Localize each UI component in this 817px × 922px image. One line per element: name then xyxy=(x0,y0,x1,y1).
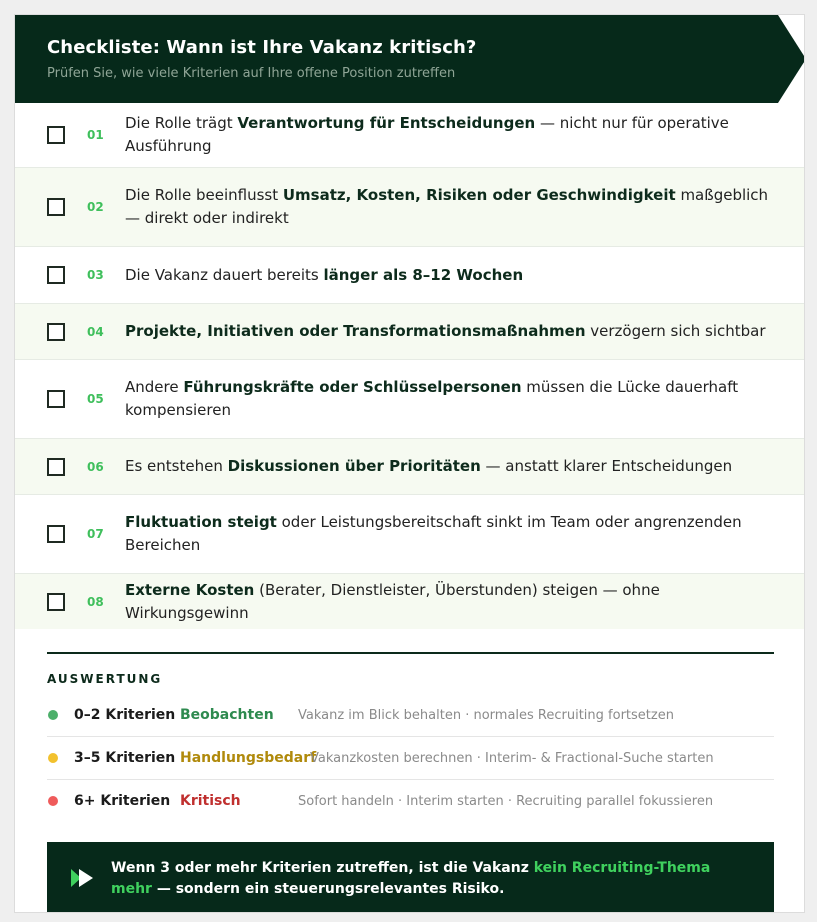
criterion-text: Die Rolle trägt Verantwortung für Entscheidungen — nicht nur für operative Ausführung xyxy=(125,114,729,155)
header-arrow-shape xyxy=(15,15,805,103)
criterion-text: Fluktuation steigt oder Leistungsbereitschaft sinkt im Team oder angrenzenden Bereichen xyxy=(125,513,742,554)
conclusion-banner xyxy=(47,842,774,913)
criterion-text: Projekte, Initiativen oder Transformationsmaßnahmen verzögern sich sichtbar xyxy=(125,322,766,340)
criterion-checkbox[interactable] xyxy=(47,458,65,476)
criterion-checkbox[interactable] xyxy=(47,126,65,144)
page-title: Checkliste: Wann ist Ihre Vakanz kritisch? xyxy=(47,37,477,58)
evaluation-section xyxy=(47,652,774,822)
criterion-row[interactable] xyxy=(15,304,805,360)
criterion-text: Die Rolle beeinflusst Umsatz, Kosten, Risiken oder Geschwindigkeit maßgeblich — direkt oder indirekt xyxy=(125,186,769,227)
criterion-row[interactable] xyxy=(15,439,805,495)
criterion-row[interactable] xyxy=(15,495,805,574)
evaluation-range: 6+ Kriterien xyxy=(74,793,171,809)
evaluation-status: Kritisch xyxy=(180,793,241,809)
criterion-checkbox[interactable] xyxy=(47,525,65,543)
evaluation-status: Beobachten xyxy=(180,707,274,723)
criterion-number: 05 xyxy=(87,392,104,406)
criterion-number: 03 xyxy=(87,268,104,282)
evaluation-range: 0–2 Kriterien xyxy=(74,707,176,723)
evaluation-status: Handlungsbedarf xyxy=(180,750,317,766)
criterion-row[interactable] xyxy=(15,247,805,304)
evaluation-row-observe xyxy=(47,694,774,737)
criterion-row[interactable] xyxy=(15,168,805,247)
criterion-text: Andere Führungskräfte oder Schlüsselpersonen müssen die Lücke dauerhaft kompensieren xyxy=(125,378,739,419)
criterion-text: Es entstehen Diskussionen über Prioritäten — anstatt klarer Entscheidungen xyxy=(125,457,733,475)
evaluation-title: AUSWERTUNG xyxy=(47,672,163,686)
criterion-number: 02 xyxy=(87,200,104,214)
evaluation-range: 3–5 Kriterien xyxy=(74,750,176,766)
criterion-checkbox[interactable] xyxy=(47,593,65,611)
criterion-number: 04 xyxy=(87,324,104,339)
conclusion-highlight: kein Recruiting-Thema mehr xyxy=(111,860,711,897)
evaluation-description: Vakanz im Blick behalten · normales Recruiting fortsetzen xyxy=(298,707,674,723)
criterion-row[interactable] xyxy=(15,103,805,168)
checklist-header xyxy=(15,15,805,103)
criterion-checkbox[interactable] xyxy=(47,390,65,408)
double-play-arrow-icon xyxy=(71,869,95,887)
status-dot-red-icon xyxy=(48,796,58,806)
conclusion-text: Wenn 3 oder mehr Kriterien zutreffen, ist die Vakanz kein Recruiting-Thema mehr — sondern ein steuerungsrelevantes Risiko. xyxy=(111,860,711,897)
criterion-number: 08 xyxy=(87,594,104,609)
evaluation-description: Sofort handeln · Interim starten · Recruiting parallel fokussieren xyxy=(298,793,714,809)
criterion-row[interactable] xyxy=(15,574,805,629)
checklist-card xyxy=(14,14,805,913)
status-dot-green-icon xyxy=(48,710,58,720)
status-dot-yellow-icon xyxy=(48,753,58,763)
evaluation-row-critical xyxy=(47,780,774,822)
evaluation-row-action xyxy=(47,737,774,780)
evaluation-description: Vakanzkosten berechnen · Interim- & Fractional-Suche starten xyxy=(310,750,714,766)
criterion-number: 07 xyxy=(87,527,104,541)
criterion-number: 01 xyxy=(87,128,104,142)
criterion-row[interactable] xyxy=(15,360,805,439)
page-subtitle: Prüfen Sie, wie viele Kriterien auf Ihre offene Position zutreffen xyxy=(47,66,456,81)
criterion-number: 06 xyxy=(87,459,104,474)
criterion-checkbox[interactable] xyxy=(47,266,65,284)
criterion-text: Externe Kosten (Berater, Dienstleister, Überstunden) steigen — ohne Wirkungsgewinn xyxy=(125,580,660,622)
criterion-text: Die Vakanz dauert bereits länger als 8–12 Wochen xyxy=(125,265,524,284)
criterion-checkbox[interactable] xyxy=(47,323,65,341)
criterion-checkbox[interactable] xyxy=(47,198,65,216)
criteria-list xyxy=(15,103,805,629)
